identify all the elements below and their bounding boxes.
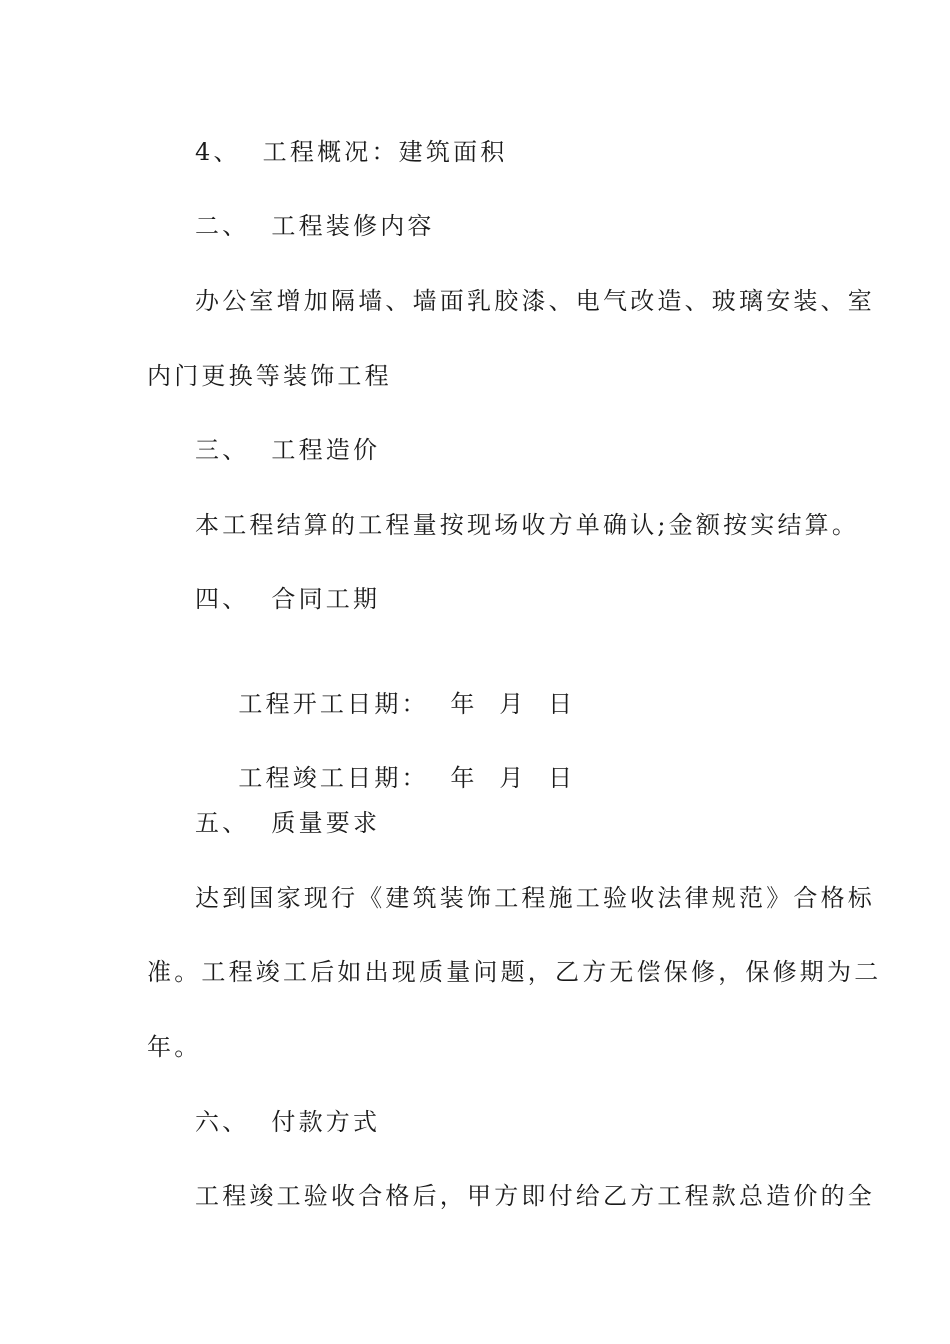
section-heading-quality (195, 808, 380, 838)
paragraph-line (195, 286, 875, 316)
paragraph-line (147, 957, 881, 987)
project-overview-line (195, 137, 507, 167)
line-text: 工程竣工日期： 年 月 日 (238, 764, 576, 792)
paragraph-line (147, 1032, 201, 1062)
section-number: 三、 (195, 436, 250, 464)
section-heading-cost (195, 435, 380, 465)
section-heading-contract-period (195, 584, 380, 614)
paragraph-line (195, 883, 875, 913)
section-heading-decoration-content (195, 211, 435, 241)
line-text: 工程竣工验收合格后，甲方即付给乙方工程款总造价的全 (195, 1182, 875, 1210)
section-number: 四、 (195, 585, 250, 613)
section-number: 二、 (195, 212, 250, 240)
section-heading-payment (195, 1107, 380, 1137)
section-title: 付款方式 (271, 1108, 381, 1136)
paragraph-line (195, 510, 859, 540)
section-title: 工程装修内容 (271, 212, 435, 240)
item-number: 4、 (195, 138, 241, 166)
section-title: 合同工期 (271, 585, 381, 613)
line-text: 年。 (147, 1033, 202, 1061)
section-number: 六、 (195, 1108, 250, 1136)
paragraph-line (147, 361, 392, 391)
line-text: 内门更换等装饰工程 (147, 362, 392, 390)
line-text: 本工程结算的工程量按现场收方单确认;金额按实结算。 (195, 511, 860, 539)
line-text: 办公室增加隔墙、墙面乳胶漆、电气改造、玻璃安装、室 (195, 287, 875, 315)
line-text: 工程概况：建筑面积 (262, 138, 508, 166)
section-number: 五、 (195, 809, 250, 837)
line-text: 工程开工日期： 年 月 日 (238, 690, 576, 718)
paragraph-line (195, 1181, 875, 1211)
section-title: 工程造价 (271, 436, 381, 464)
section-title: 质量要求 (271, 809, 381, 837)
line-text: 达到国家现行《建筑装饰工程施工验收法律规范》合格标 (195, 884, 875, 912)
line-text: 准。工程竣工后如出现质量问题，乙方无偿保修，保修期为二 (147, 958, 882, 986)
